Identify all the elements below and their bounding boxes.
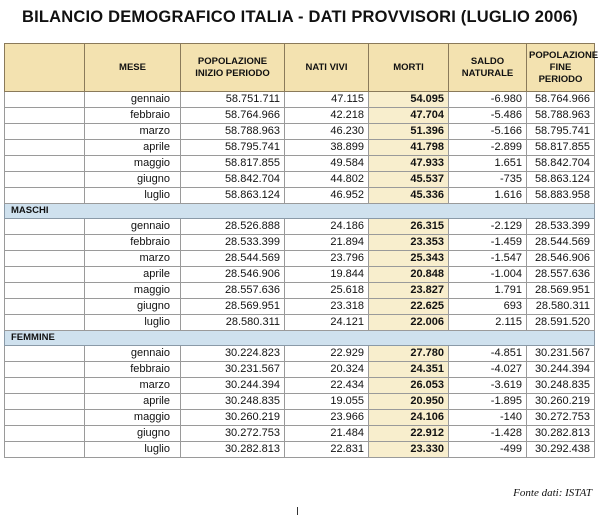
row-blank-cell bbox=[5, 92, 85, 108]
saldo-cell: -735 bbox=[449, 172, 527, 188]
nati-vivi-cell: 21.484 bbox=[285, 426, 369, 442]
pop-fine-cell: 58.842.704 bbox=[527, 156, 595, 172]
morti-cell: 23.827 bbox=[369, 283, 449, 299]
saldo-cell: -499 bbox=[449, 442, 527, 458]
nati-vivi-cell: 23.966 bbox=[285, 410, 369, 426]
pop-inizio-cell: 30.260.219 bbox=[181, 410, 285, 426]
header-pop-inizio-line1: POPOLAZIONE bbox=[197, 55, 268, 67]
table-row bbox=[5, 108, 595, 124]
row-blank-cell bbox=[5, 108, 85, 124]
table-row bbox=[5, 283, 595, 299]
page-tick-mark bbox=[297, 507, 298, 515]
nati-vivi-cell: 46.230 bbox=[285, 124, 369, 140]
saldo-cell: -1.459 bbox=[449, 235, 527, 251]
nati-vivi-cell: 21.894 bbox=[285, 235, 369, 251]
morti-cell: 47.704 bbox=[369, 108, 449, 124]
nati-vivi-cell: 44.802 bbox=[285, 172, 369, 188]
header-row bbox=[5, 44, 595, 92]
table-row bbox=[5, 442, 595, 458]
morti-cell: 24.106 bbox=[369, 410, 449, 426]
morti-cell: 41.798 bbox=[369, 140, 449, 156]
month-cell: gennaio bbox=[85, 219, 181, 235]
pop-fine-cell: 28.544.569 bbox=[527, 235, 595, 251]
saldo-cell: -2.129 bbox=[449, 219, 527, 235]
row-blank-cell bbox=[5, 219, 85, 235]
table-row bbox=[5, 315, 595, 331]
morti-cell: 45.336 bbox=[369, 188, 449, 204]
table-row bbox=[5, 219, 595, 235]
pop-inizio-cell: 58.795.741 bbox=[181, 140, 285, 156]
demographic-table bbox=[4, 43, 599, 458]
nati-vivi-cell: 20.324 bbox=[285, 362, 369, 378]
table-row bbox=[5, 394, 595, 410]
saldo-cell: -2.899 bbox=[449, 140, 527, 156]
morti-cell: 26.053 bbox=[369, 378, 449, 394]
row-blank-cell bbox=[5, 156, 85, 172]
morti-cell: 22.625 bbox=[369, 299, 449, 315]
pop-fine-cell: 30.272.753 bbox=[527, 410, 595, 426]
pop-fine-cell: 28.546.906 bbox=[527, 251, 595, 267]
row-blank-cell bbox=[5, 442, 85, 458]
header-mese: MESE bbox=[85, 44, 181, 92]
pop-fine-cell: 30.231.567 bbox=[527, 346, 595, 362]
pop-fine-cell: 30.282.813 bbox=[527, 426, 595, 442]
pop-inizio-cell: 30.231.567 bbox=[181, 362, 285, 378]
month-cell: gennaio bbox=[85, 346, 181, 362]
header-pop-fine-line1: POPOLAZIONE bbox=[529, 49, 599, 61]
month-cell: marzo bbox=[85, 378, 181, 394]
header-pop-fine-line2: FINE PERIODO bbox=[538, 61, 583, 85]
document-title: BILANCIO DEMOGRAFICO ITALIA - DATI PROVVISORI (LUGLIO 2006) bbox=[21, 8, 578, 26]
morti-cell: 47.933 bbox=[369, 156, 449, 172]
month-cell: aprile bbox=[85, 394, 181, 410]
table-row bbox=[5, 346, 595, 362]
table-row bbox=[5, 172, 595, 188]
nati-vivi-cell: 38.899 bbox=[285, 140, 369, 156]
month-cell: maggio bbox=[85, 156, 181, 172]
pop-fine-cell: 28.557.636 bbox=[527, 267, 595, 283]
row-blank-cell bbox=[5, 251, 85, 267]
header-morti: MORTI bbox=[369, 44, 449, 92]
month-cell: aprile bbox=[85, 267, 181, 283]
group-label: MASCHI bbox=[5, 204, 595, 219]
pop-inizio-cell: 58.788.963 bbox=[181, 124, 285, 140]
table-row bbox=[5, 362, 595, 378]
saldo-cell: -4.851 bbox=[449, 346, 527, 362]
morti-cell: 20.950 bbox=[369, 394, 449, 410]
header-blank bbox=[5, 44, 85, 92]
header-nati-vivi: NATI VIVI bbox=[285, 44, 369, 92]
morti-cell: 23.330 bbox=[369, 442, 449, 458]
row-blank-cell bbox=[5, 299, 85, 315]
group-label: FEMMINE bbox=[5, 331, 595, 346]
row-blank-cell bbox=[5, 410, 85, 426]
month-cell: febbraio bbox=[85, 235, 181, 251]
row-blank-cell bbox=[5, 140, 85, 156]
saldo-cell: -1.547 bbox=[449, 251, 527, 267]
pop-inizio-cell: 28.546.906 bbox=[181, 267, 285, 283]
row-blank-cell bbox=[5, 267, 85, 283]
group-header-row bbox=[5, 331, 595, 346]
row-blank-cell bbox=[5, 124, 85, 140]
table-row bbox=[5, 235, 595, 251]
header-pop-inizio-line2: INIZIO PERIODO bbox=[195, 67, 270, 79]
nati-vivi-cell: 49.584 bbox=[285, 156, 369, 172]
pop-inizio-cell: 58.863.124 bbox=[181, 188, 285, 204]
saldo-cell: -5.486 bbox=[449, 108, 527, 124]
pop-inizio-cell: 58.751.711 bbox=[181, 92, 285, 108]
pop-fine-cell: 30.292.438 bbox=[527, 442, 595, 458]
month-cell: marzo bbox=[85, 251, 181, 267]
row-blank-cell bbox=[5, 172, 85, 188]
table-row bbox=[5, 410, 595, 426]
row-blank-cell bbox=[5, 315, 85, 331]
morti-cell: 45.537 bbox=[369, 172, 449, 188]
pop-inizio-cell: 28.557.636 bbox=[181, 283, 285, 299]
morti-cell: 24.351 bbox=[369, 362, 449, 378]
header-pop-inizio bbox=[181, 44, 285, 92]
nati-vivi-cell: 23.318 bbox=[285, 299, 369, 315]
saldo-cell: -5.166 bbox=[449, 124, 527, 140]
pop-fine-cell: 58.788.963 bbox=[527, 108, 595, 124]
table-row bbox=[5, 92, 595, 108]
morti-cell: 22.006 bbox=[369, 315, 449, 331]
pop-inizio-cell: 28.544.569 bbox=[181, 251, 285, 267]
month-cell: febbraio bbox=[85, 108, 181, 124]
nati-vivi-cell: 25.618 bbox=[285, 283, 369, 299]
saldo-cell: -4.027 bbox=[449, 362, 527, 378]
table-row bbox=[5, 140, 595, 156]
month-cell: maggio bbox=[85, 283, 181, 299]
month-cell: gennaio bbox=[85, 92, 181, 108]
pop-fine-cell: 58.863.124 bbox=[527, 172, 595, 188]
morti-cell: 22.912 bbox=[369, 426, 449, 442]
nati-vivi-cell: 24.121 bbox=[285, 315, 369, 331]
header-saldo-line2: NATURALE bbox=[461, 67, 514, 79]
row-blank-cell bbox=[5, 188, 85, 204]
pop-inizio-cell: 28.569.951 bbox=[181, 299, 285, 315]
morti-cell: 51.396 bbox=[369, 124, 449, 140]
table-row bbox=[5, 251, 595, 267]
pop-inizio-cell: 30.282.813 bbox=[181, 442, 285, 458]
table-row bbox=[5, 124, 595, 140]
saldo-cell: -1.428 bbox=[449, 426, 527, 442]
group-header-row bbox=[5, 204, 595, 219]
saldo-cell: -3.619 bbox=[449, 378, 527, 394]
table-row bbox=[5, 426, 595, 442]
nati-vivi-cell: 46.952 bbox=[285, 188, 369, 204]
month-cell: giugno bbox=[85, 426, 181, 442]
nati-vivi-cell: 42.218 bbox=[285, 108, 369, 124]
pop-fine-cell: 58.883.958 bbox=[527, 188, 595, 204]
nati-vivi-cell: 24.186 bbox=[285, 219, 369, 235]
header-pop-fine bbox=[527, 44, 599, 92]
table-row bbox=[5, 267, 595, 283]
month-cell: giugno bbox=[85, 299, 181, 315]
morti-cell: 20.848 bbox=[369, 267, 449, 283]
pop-inizio-cell: 58.842.704 bbox=[181, 172, 285, 188]
nati-vivi-cell: 47.115 bbox=[285, 92, 369, 108]
morti-cell: 25.343 bbox=[369, 251, 449, 267]
row-blank-cell bbox=[5, 378, 85, 394]
nati-vivi-cell: 19.844 bbox=[285, 267, 369, 283]
month-cell: giugno bbox=[85, 172, 181, 188]
pop-fine-cell: 28.569.951 bbox=[527, 283, 595, 299]
morti-cell: 54.095 bbox=[369, 92, 449, 108]
row-blank-cell bbox=[5, 283, 85, 299]
nati-vivi-cell: 23.796 bbox=[285, 251, 369, 267]
header-saldo-line1: SALDO bbox=[470, 55, 505, 67]
saldo-cell: -6.980 bbox=[449, 92, 527, 108]
pop-inizio-cell: 58.817.855 bbox=[181, 156, 285, 172]
nati-vivi-cell: 19.055 bbox=[285, 394, 369, 410]
month-cell: febbraio bbox=[85, 362, 181, 378]
morti-cell: 23.353 bbox=[369, 235, 449, 251]
pop-inizio-cell: 30.244.394 bbox=[181, 378, 285, 394]
pop-inizio-cell: 58.764.966 bbox=[181, 108, 285, 124]
nati-vivi-cell: 22.929 bbox=[285, 346, 369, 362]
demographic-table-container bbox=[4, 43, 599, 458]
row-blank-cell bbox=[5, 362, 85, 378]
pop-fine-cell: 28.533.399 bbox=[527, 219, 595, 235]
pop-inizio-cell: 28.526.888 bbox=[181, 219, 285, 235]
saldo-cell: 693 bbox=[449, 299, 527, 315]
saldo-cell: 1.651 bbox=[449, 156, 527, 172]
pop-inizio-cell: 28.580.311 bbox=[181, 315, 285, 331]
pop-fine-cell: 28.580.311 bbox=[527, 299, 595, 315]
month-cell: luglio bbox=[85, 315, 181, 331]
table-row bbox=[5, 378, 595, 394]
pop-fine-cell: 58.764.966 bbox=[527, 92, 595, 108]
morti-cell: 27.780 bbox=[369, 346, 449, 362]
pop-fine-cell: 58.795.741 bbox=[527, 124, 595, 140]
month-cell: marzo bbox=[85, 124, 181, 140]
month-cell: luglio bbox=[85, 188, 181, 204]
pop-fine-cell: 30.244.394 bbox=[527, 362, 595, 378]
saldo-cell: -1.004 bbox=[449, 267, 527, 283]
table-body bbox=[5, 92, 595, 458]
table-row bbox=[5, 188, 595, 204]
nati-vivi-cell: 22.434 bbox=[285, 378, 369, 394]
month-cell: luglio bbox=[85, 442, 181, 458]
row-blank-cell bbox=[5, 346, 85, 362]
row-blank-cell bbox=[5, 426, 85, 442]
pop-inizio-cell: 30.272.753 bbox=[181, 426, 285, 442]
saldo-cell: -1.895 bbox=[449, 394, 527, 410]
saldo-cell: -140 bbox=[449, 410, 527, 426]
source-note: Fonte dati: ISTAT bbox=[513, 487, 592, 499]
table-row bbox=[5, 299, 595, 315]
row-blank-cell bbox=[5, 235, 85, 251]
pop-inizio-cell: 28.533.399 bbox=[181, 235, 285, 251]
month-cell: maggio bbox=[85, 410, 181, 426]
nati-vivi-cell: 22.831 bbox=[285, 442, 369, 458]
saldo-cell: 1.616 bbox=[449, 188, 527, 204]
pop-fine-cell: 28.591.520 bbox=[527, 315, 595, 331]
morti-cell: 26.315 bbox=[369, 219, 449, 235]
pop-fine-cell: 30.260.219 bbox=[527, 394, 595, 410]
saldo-cell: 2.115 bbox=[449, 315, 527, 331]
pop-inizio-cell: 30.248.835 bbox=[181, 394, 285, 410]
pop-fine-cell: 30.248.835 bbox=[527, 378, 595, 394]
row-blank-cell bbox=[5, 394, 85, 410]
pop-inizio-cell: 30.224.823 bbox=[181, 346, 285, 362]
table-row bbox=[5, 156, 595, 172]
header-saldo bbox=[449, 44, 527, 92]
pop-fine-cell: 58.817.855 bbox=[527, 140, 595, 156]
month-cell: aprile bbox=[85, 140, 181, 156]
saldo-cell: 1.791 bbox=[449, 283, 527, 299]
